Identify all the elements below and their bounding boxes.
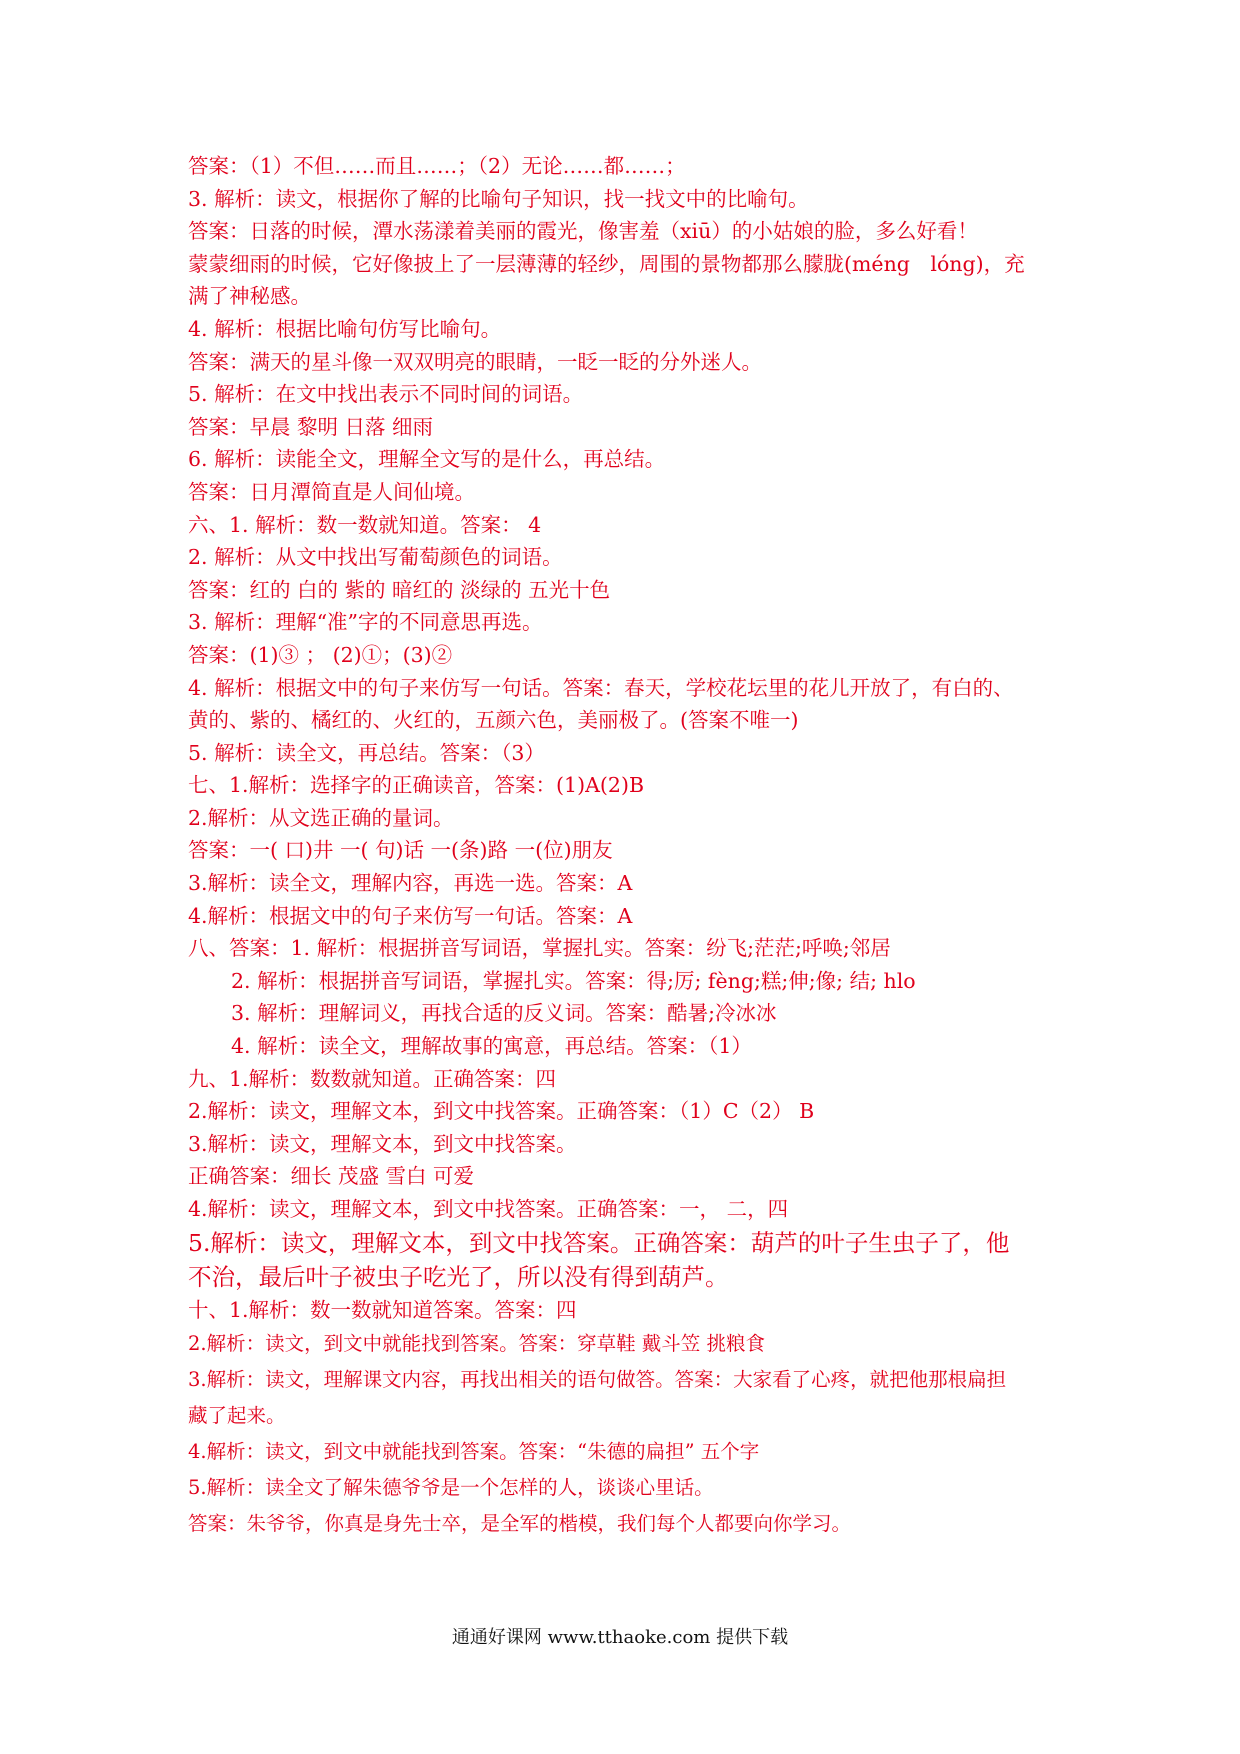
- text-line: 3.解析：读文，理解课文内容，再找出相关的语句做答。答案：大家看了心疼，就把他那根扁担: [188, 1368, 1007, 1392]
- section-heading-10: 十、1.解析：数一数就知道答案。答案：四: [188, 1297, 577, 1322]
- text-line: 4.解析：读文，到文中就能找到答案。答案：“朱德的扁担” 五个字: [188, 1440, 760, 1464]
- text-line: 5. 解析：读全文，再总结。答案：（3）: [188, 740, 545, 765]
- text-line: 答案：（1）不但……而且……；（2）无论……都……；: [188, 154, 686, 178]
- section-heading-8: 八、答案：1. 解析：根据拼音写词语，掌握扎实。答案：纷飞;茫茫;呼唤;邻居: [188, 936, 891, 961]
- text-line: 4.解析：根据文中的句子来仿写一句话。答案：A: [188, 903, 633, 928]
- text-line: 4. 解析：读全文，理解故事的寓意，再总结。答案：（1）: [231, 1034, 752, 1059]
- text-line: 不治，最后叶子被虫子吃光了，所以没有得到葫芦。: [188, 1262, 729, 1291]
- section-heading-7: 七、1.解析：选择字的正确读音，答案：(1)A(2)B: [188, 773, 645, 798]
- text-line: 黄的、紫的、橘红的、火红的，五颜六色，美丽极了。(答案不唯一): [188, 708, 799, 733]
- text-line: 3.解析：读文，理解文本，到文中找答案。: [188, 1131, 577, 1156]
- text-line: 2. 解析：根据拼音写词语，掌握扎实。答案：得;厉; fèng;糕;伸;像; 结; hlo: [231, 968, 916, 993]
- text-line: 答案：(1)③ ； (2)①；(3)②: [188, 642, 453, 667]
- text-line: 3. 解析：理解“准”字的不同意思再选。: [188, 610, 543, 635]
- text-line: 正确答案：细长 茂盛 雪白 可爱: [188, 1164, 475, 1189]
- text-line: 4. 解析：根据比喻句仿写比喻句。: [188, 316, 502, 341]
- answer-text-block: [188, 150, 1068, 1542]
- text-line: 答案：朱爷爷，你真是身先士卒，是全军的楷模，我们每个人都要向你学习。: [188, 1512, 852, 1536]
- text-line: 2. 解析：从文中找出写葡萄颜色的词语。: [188, 545, 563, 570]
- text-line: 答案：日落的时候，潭水荡漾着美丽的霞光，像害羞（xiū）的小姑娘的脸，多么好看！: [188, 219, 978, 244]
- text-line: 藏了起来。: [188, 1404, 286, 1428]
- text-line: 2.解析：读文，理解文本，到文中找答案。正确答案：（1）C（2） B: [188, 1099, 815, 1124]
- text-line: 3. 解析：读文，根据你了解的比喻句子知识，找一找文中的比喻句。: [188, 186, 809, 211]
- section-heading-9: 九、1.解析：数数就知道。正确答案：四: [188, 1066, 557, 1091]
- text-line: 满了神秘感。: [188, 284, 311, 309]
- text-line: 5.解析：读文，理解文本，到文中找答案。正确答案：葫芦的叶子生虫子了，他: [188, 1228, 1010, 1257]
- text-line: 4.解析：读文，理解文本，到文中找答案。正确答案：一， 二，四: [188, 1197, 789, 1221]
- text-line: 6. 解析：读能全文，理解全文写的是什么，再总结。: [188, 447, 666, 472]
- text-line: 答案：红的 白的 紫的 暗红的 淡绿的 五光十色: [188, 577, 611, 602]
- text-line: 3.解析：读全文，理解内容，再选一选。答案：A: [188, 871, 633, 896]
- text-line: 4. 解析：根据文中的句子来仿写一句话。答案：春天，学校花坛里的花儿开放了，有白的、: [188, 675, 1014, 700]
- text-line: 2.解析：读文，到文中就能找到答案。答案：穿草鞋 戴斗笠 挑粮食: [188, 1332, 766, 1356]
- text-line: 5. 解析：在文中找出表示不同时间的词语。: [188, 382, 584, 407]
- text-line: 3. 解析：理解词义，再找合适的反义词。答案：酷暑;冷冰冰: [231, 1001, 777, 1026]
- text-line: 答案：早晨 黎明 日落 细雨: [188, 414, 434, 439]
- text-line: 答案：满天的星斗像一双双明亮的眼睛，一眨一眨的分外迷人。: [188, 349, 762, 374]
- text-line: 5.解析：读全文了解朱德爷爷是一个怎样的人，谈谈心里话。: [188, 1476, 714, 1500]
- text-line: 答案：日月潭简直是人间仙境。: [188, 479, 475, 504]
- text-line: 蒙蒙细雨的时候，它好像披上了一层薄薄的轻纱，周围的景物都那么朦胧(méng lóng)，充: [188, 251, 1025, 276]
- text-line: 2.解析：从文选正确的量词。: [188, 805, 454, 830]
- page-footer: 通通好课网 www.tthaoke.com 提供下载: [451, 1627, 789, 1648]
- section-heading-6: 六、1. 解析：数一数就知道。答案： 4: [188, 512, 542, 537]
- text-line: 答案：一( 口)井 一( 句)话 一(条)路 一(位)朋友: [188, 838, 613, 863]
